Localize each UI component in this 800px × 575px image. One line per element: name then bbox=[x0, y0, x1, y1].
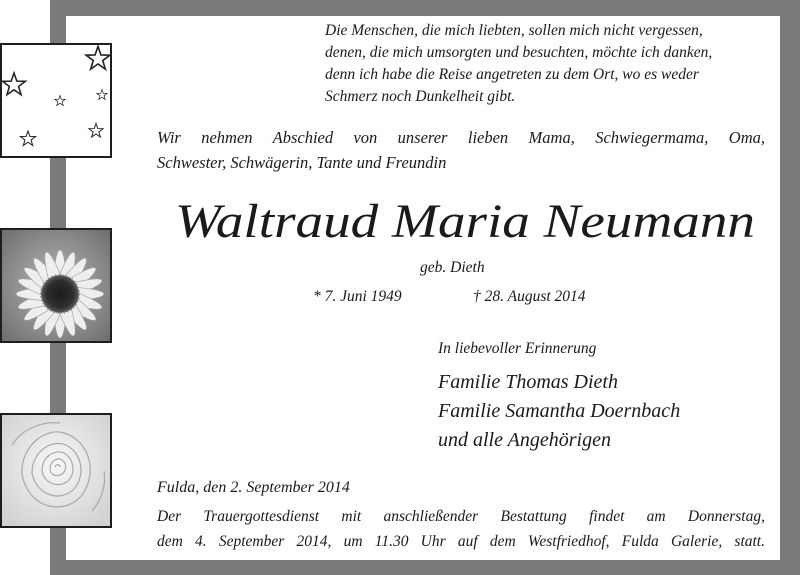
death-date: † 28. August 2014 bbox=[473, 288, 586, 305]
mourner-2: Familie Samantha Doernbach bbox=[438, 400, 681, 422]
quote-line-2: denen, die mich umsorgten und besuchten, möchte ich danken, bbox=[325, 44, 713, 61]
frame-top bbox=[50, 0, 800, 16]
deceased-name-text: Waltraud Maria Neumann bbox=[175, 195, 755, 248]
intro-line-2: Schwester, Schwägerin, Tante und Freundin bbox=[157, 153, 447, 172]
deceased-name bbox=[170, 182, 760, 262]
birth-name: geb. Dieth bbox=[420, 259, 485, 276]
quote-line-4: Schmerz noch Dunkelheit gibt. bbox=[325, 88, 516, 105]
rose-tile bbox=[0, 413, 112, 528]
stars-icon bbox=[2, 45, 110, 156]
service-line-1: Der Trauergottesdienst mit anschließender Bestattung findet am Donnerstag, bbox=[157, 508, 765, 525]
white-rose-photo bbox=[2, 415, 110, 526]
remembrance-heading: In liebevoller Erinnerung bbox=[438, 340, 597, 357]
gerbera-tile bbox=[0, 228, 112, 343]
quote-line-3: denn ich habe die Reise angetreten zu dem Ort, wo es weder bbox=[325, 66, 699, 83]
frame-bottom bbox=[50, 560, 800, 575]
birth-date: * 7. Juni 1949 bbox=[313, 288, 402, 305]
frame-right bbox=[780, 0, 800, 575]
mourner-3: und alle Angehörigen bbox=[438, 429, 611, 451]
stars-tile bbox=[0, 43, 112, 158]
intro-line-1: Wir nehmen Abschied von unserer lieben Mama, Schwiegermama, Oma, bbox=[157, 128, 765, 147]
gerbera-flower-photo bbox=[2, 230, 110, 341]
mourner-1: Familie Thomas Dieth bbox=[438, 371, 618, 393]
place-date: Fulda, den 2. September 2014 bbox=[157, 479, 350, 496]
quote-line-1: Die Menschen, die mich liebten, sollen mich nicht vergessen, bbox=[325, 22, 703, 39]
service-line-2: dem 4. September 2014, um 11.30 Uhr auf dem Westfriedhof, Fulda Galerie, statt. bbox=[157, 533, 765, 550]
